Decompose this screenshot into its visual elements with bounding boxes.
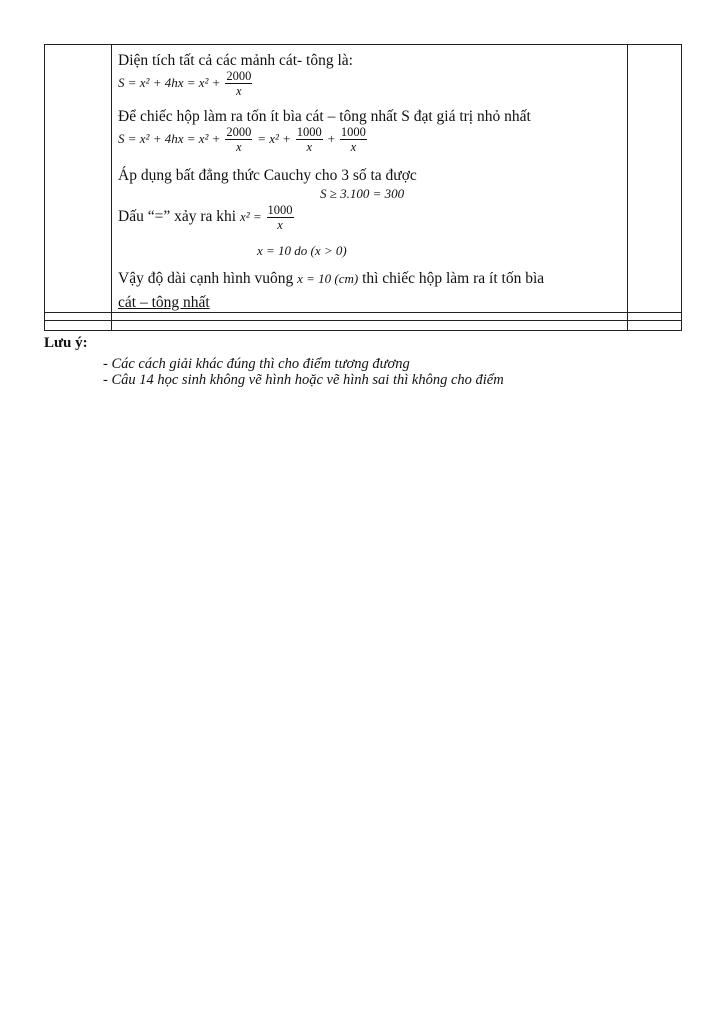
solution-text: Áp dụng bất đẳng thức Cauchy cho 3 số ta được (118, 167, 417, 184)
column-divider (111, 45, 112, 330)
formula: x = 10 do (x > 0) (257, 243, 347, 258)
note-item: - Câu 14 học sinh không vẽ hình hoặc vẽ hình sai thì không cho điểm (103, 372, 504, 388)
formula: Dấu “=” xảy ra khi x² = $\frac{1000}{x}$ (118, 203, 293, 232)
answer-table (44, 44, 682, 331)
fraction: $\frac{1000}{x}$ (267, 203, 293, 232)
formula: S = x² + 4hx = x² + $\frac{2000}{x}$ = x² + $\frac{1000}{x}$ + $\frac{1000}{x}$ (118, 125, 366, 154)
row-divider (45, 320, 681, 321)
fraction: $\frac{1000}{x}$ (296, 125, 322, 154)
note-title: Lưu ý: (44, 335, 88, 351)
fraction: $\frac{2000}{x}$ (226, 125, 252, 154)
note-item: - Các cách giải khác đúng thì cho điểm tương đương (103, 356, 410, 372)
solution-text: Để chiếc hộp làm ra tốn ít bìa cát – tông nhất S đạt giá trị nhỏ nhất (118, 108, 531, 125)
solution-text: cát – tông nhất (118, 294, 210, 311)
formula: S ≥ 3.100 = 300 (320, 186, 405, 201)
solution-text: Vậy độ dài cạnh hình vuông x = 10 (cm) thì chiếc hộp làm ra ít tốn bìa (118, 270, 545, 287)
column-divider (627, 45, 628, 330)
row-divider (45, 312, 681, 313)
solution-text: Diện tích tất cả các mảnh cát- tông là: (118, 52, 353, 69)
fraction: $\frac{2000}{x}$ (226, 69, 252, 98)
fraction: $\frac{1000}{x}$ (340, 125, 366, 154)
formula: S = x² + 4hx = x² + $\frac{2000}{x}$ (118, 69, 252, 98)
